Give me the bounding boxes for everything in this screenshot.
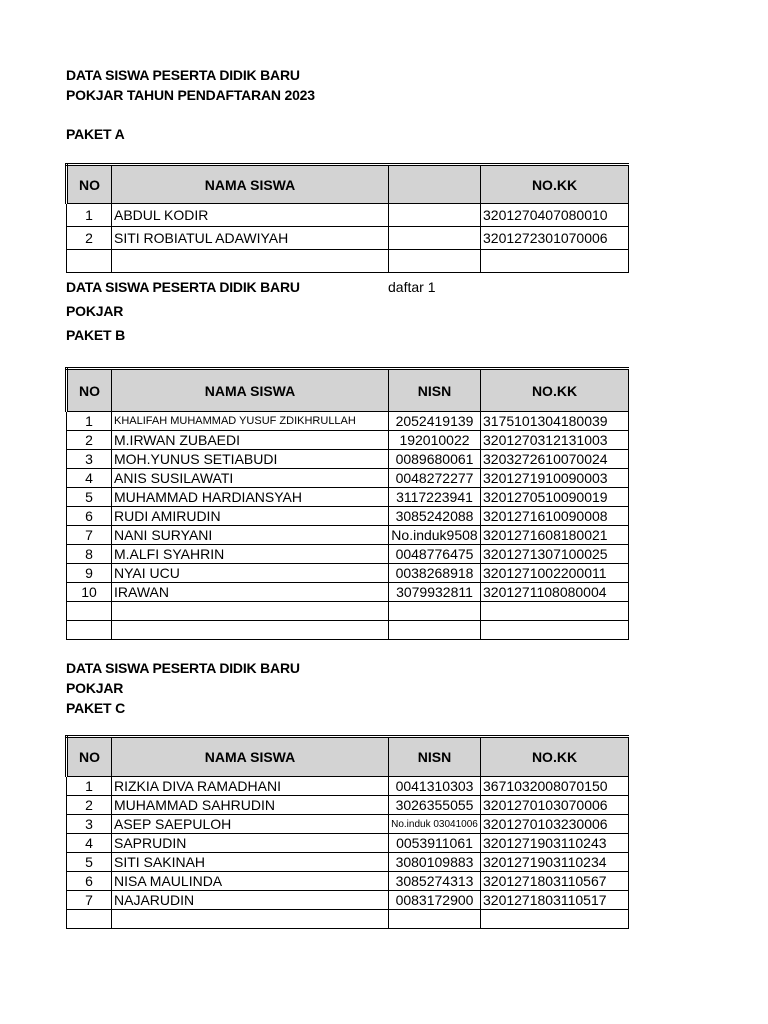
table-row — [67, 853, 629, 872]
section-b-paket: PAKET B — [66, 327, 126, 343]
cell-nisn: 3079932811 — [389, 583, 481, 602]
cell-nama: M.IRWAN ZUBAEDI — [112, 431, 389, 450]
table-row — [67, 488, 629, 507]
cell-nisn: 3080109883 — [389, 853, 481, 872]
table-row — [67, 815, 629, 834]
cell-kk: 3201271903110234 — [481, 853, 629, 872]
cell-no: 4 — [67, 469, 112, 488]
cell-nama — [112, 602, 389, 621]
header-nisn: NISN — [389, 369, 481, 412]
section-c-subtitle: POKJAR — [66, 680, 124, 696]
table-row — [67, 526, 629, 545]
cell-kk — [481, 621, 629, 640]
cell-kk: 3201271803110517 — [481, 891, 629, 910]
table-header-row — [67, 165, 629, 204]
cell-kk: 3203272610070024 — [481, 450, 629, 469]
cell-nisn: 0083172900 — [389, 891, 481, 910]
cell-no — [67, 621, 112, 640]
cell-no: 7 — [67, 891, 112, 910]
cell-nama: NYAI UCU — [112, 564, 389, 583]
cell-no: 3 — [67, 450, 112, 469]
cell-kk: 3201272301070006 — [481, 227, 629, 250]
cell-nisn: 3085242088 — [389, 507, 481, 526]
cell-nisn: 0089680061 — [389, 450, 481, 469]
cell-no: 2 — [67, 227, 112, 250]
cell-kk: 3201270510090019 — [481, 488, 629, 507]
cell-kk: 3201270103230006 — [481, 815, 629, 834]
cell-kk: 3201271002200011 — [481, 564, 629, 583]
cell-nisn — [389, 602, 481, 621]
cell-no — [67, 602, 112, 621]
cell-nama: ABDUL KODIR — [112, 204, 389, 227]
cell-no: 3 — [67, 815, 112, 834]
table-header-row — [67, 369, 629, 412]
cell-nama: M.ALFI SYAHRIN — [112, 545, 389, 564]
header-kk: NO.KK — [481, 737, 629, 777]
cell-nisn: 3085274313 — [389, 872, 481, 891]
cell-nisn — [389, 621, 481, 640]
cell-no: 5 — [67, 853, 112, 872]
cell-nisn: 3026355055 — [389, 796, 481, 815]
table-row — [67, 891, 629, 910]
header-nama: NAMA SISWA — [112, 165, 389, 204]
cell-no: 7 — [67, 526, 112, 545]
cell-nisn: 2052419139 — [389, 412, 481, 431]
cell-kk: 3201271608180021 — [481, 526, 629, 545]
cell-nama: SITI SAKINAH — [112, 853, 389, 872]
table-paket-b — [65, 367, 629, 640]
section-b-subtitle: POKJAR — [66, 303, 124, 319]
cell-no — [67, 250, 112, 273]
cell-nama: SAPRUDIN — [112, 834, 389, 853]
table-row — [67, 412, 629, 431]
cell-nama: RUDI AMIRUDIN — [112, 507, 389, 526]
cell-nama — [112, 250, 389, 273]
cell-no: 10 — [67, 583, 112, 602]
cell-kk: 3671032008070150 — [481, 777, 629, 796]
cell-no: 9 — [67, 564, 112, 583]
cell-kk: 3201271910090003 — [481, 469, 629, 488]
cell-nama: NAJARUDIN — [112, 891, 389, 910]
cell-no: 6 — [67, 507, 112, 526]
cell-no — [67, 910, 112, 929]
header-nama: NAMA SISWA — [112, 369, 389, 412]
header-blank — [389, 165, 481, 204]
cell-nisn — [389, 910, 481, 929]
table-row — [67, 777, 629, 796]
cell-nama: MOH.YUNUS SETIABUDI — [112, 450, 389, 469]
table-row — [67, 602, 629, 621]
header-no: NO — [67, 737, 112, 777]
cell-kk: 3201270407080010 — [481, 204, 629, 227]
table-paket-c — [65, 735, 629, 929]
cell-kk — [481, 910, 629, 929]
table-row — [67, 450, 629, 469]
table-row — [67, 431, 629, 450]
cell-kk: 3201271108080004 — [481, 583, 629, 602]
table-row — [67, 204, 629, 227]
table-paket-a — [65, 163, 629, 273]
cell-nisn: 192010022 — [389, 431, 481, 450]
cell-nisn: 3117223941 — [389, 488, 481, 507]
cell-no: 6 — [67, 872, 112, 891]
cell-kk — [481, 602, 629, 621]
table-row — [67, 469, 629, 488]
cell-kk: 3201271610090008 — [481, 507, 629, 526]
cell-nisn: 0048272277 — [389, 469, 481, 488]
header-no: NO — [67, 165, 112, 204]
section-a-paket: PAKET A — [66, 126, 125, 142]
cell-nama: RIZKIA DIVA RAMADHANI — [112, 777, 389, 796]
header-nisn: NISN — [389, 737, 481, 777]
cell-kk: 3201270312131003 — [481, 431, 629, 450]
cell-nisn — [389, 250, 481, 273]
cell-nisn — [389, 204, 481, 227]
cell-no: 8 — [67, 545, 112, 564]
cell-nama: ASEP SAEPULOH — [112, 815, 389, 834]
table-row — [67, 834, 629, 853]
cell-nama: ANIS SUSILAWATI — [112, 469, 389, 488]
cell-kk: 3201271307100025 — [481, 545, 629, 564]
table-row — [67, 621, 629, 640]
cell-nama — [112, 910, 389, 929]
table-header-row — [67, 737, 629, 777]
cell-kk: 3201271803110567 — [481, 872, 629, 891]
cell-nisn: 0038268918 — [389, 564, 481, 583]
section-a-title: DATA SISWA PESERTA DIDIK BARU — [66, 67, 300, 83]
header-nama: NAMA SISWA — [112, 737, 389, 777]
cell-no: 1 — [67, 777, 112, 796]
table-row — [67, 507, 629, 526]
cell-nama: MUHAMMAD HARDIANSYAH — [112, 488, 389, 507]
cell-kk: 3201271903110243 — [481, 834, 629, 853]
section-b-note: daftar 1 — [388, 279, 436, 295]
table-row — [67, 564, 629, 583]
header-kk: NO.KK — [481, 165, 629, 204]
cell-no: 1 — [67, 412, 112, 431]
cell-nama: SITI ROBIATUL ADAWIYAH — [112, 227, 389, 250]
table-row — [67, 583, 629, 602]
section-c-title: DATA SISWA PESERTA DIDIK BARU — [66, 660, 300, 676]
table-row — [67, 545, 629, 564]
table-row — [67, 227, 629, 250]
cell-no: 1 — [67, 204, 112, 227]
section-b-title: DATA SISWA PESERTA DIDIK BARU — [66, 279, 300, 295]
cell-no: 5 — [67, 488, 112, 507]
cell-nisn: No.induk 03041006 — [389, 815, 481, 834]
cell-nama: NANI SURYANI — [112, 526, 389, 545]
table-row — [67, 250, 629, 273]
cell-kk — [481, 250, 629, 273]
cell-no: 2 — [67, 796, 112, 815]
cell-kk: 3175101304180039 — [481, 412, 629, 431]
cell-no: 2 — [67, 431, 112, 450]
header-no: NO — [67, 369, 112, 412]
section-c-paket: PAKET C — [66, 700, 126, 716]
header-kk: NO.KK — [481, 369, 629, 412]
cell-nisn: 0048776475 — [389, 545, 481, 564]
cell-nama: KHALIFAH MUHAMMAD YUSUF ZDIKHRULLAH — [112, 412, 389, 431]
table-row — [67, 872, 629, 891]
cell-nisn — [389, 227, 481, 250]
table-row — [67, 910, 629, 929]
cell-kk: 3201270103070006 — [481, 796, 629, 815]
cell-nisn: 0041310303 — [389, 777, 481, 796]
cell-nama — [112, 621, 389, 640]
cell-nisn: 0053911061 — [389, 834, 481, 853]
section-a-subtitle: POKJAR TAHUN PENDAFTARAN 2023 — [66, 87, 315, 103]
cell-nama: NISA MAULINDA — [112, 872, 389, 891]
cell-nisn: No.induk9508 — [389, 526, 481, 545]
cell-no: 4 — [67, 834, 112, 853]
table-row — [67, 796, 629, 815]
cell-nama: IRAWAN — [112, 583, 389, 602]
cell-nama: MUHAMMAD SAHRUDIN — [112, 796, 389, 815]
